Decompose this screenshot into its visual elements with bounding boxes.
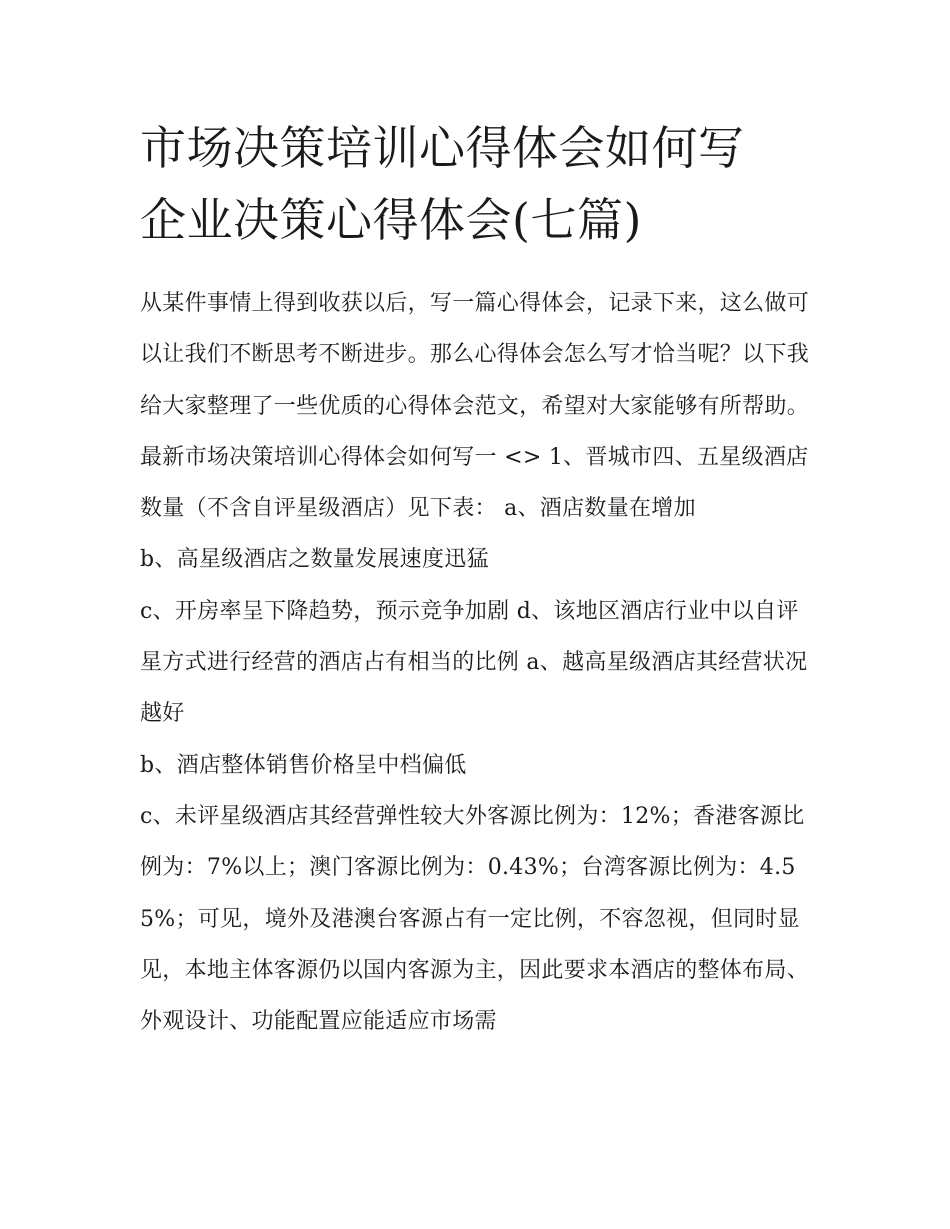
title-line-1: 市场决策培训心得体会如何写	[140, 121, 745, 175]
intro-paragraph: 从某件事情上得到收获以后，写一篇心得体会，记录下来，这么做可以让我们不断思考不断进步。那么心得体会怎么写才恰当呢？以下我给大家整理了一些优质的心得体会范文，希望对大家能够有所帮助。	[140, 291, 810, 419]
title-line-2: 企业决策心得体会(七篇)	[140, 193, 642, 247]
body-paragraph-4: b、酒店整体销售价格呈中档偏低	[140, 752, 467, 778]
body-paragraph-3: c、开房率呈下降趋势，预示竞争加剧 d、该地区酒店行业中以自评星方式进行经营的酒店占有相当的比例 a、越高星级酒店其经营状况越好	[140, 598, 808, 727]
body-paragraph-5: c、未评星级酒店其经营弹性较大外客源比例为：12%；香港客源比例为：7%以上；澳门客源比例为：0.43%；台湾客源比例为：4.55%；可见，境外及港澳台客源占有一定比例，不容忽视，但同时显见，本地主体客源仍以国内客源为主，因此要求本酒店的整体布局、外观设计、功能配置应能适应市场需	[140, 803, 810, 1035]
body-paragraph-1: 最新市场决策培训心得体会如何写一 <> 1、晋城市四、五星级酒店数量（不含自评星级酒店）见下表： a、酒店数量在增加	[140, 444, 809, 522]
body-paragraph-2: b、高星级酒店之数量发展速度迅猛	[140, 547, 489, 573]
document-title	[140, 112, 812, 256]
document-page	[140, 112, 812, 1047]
